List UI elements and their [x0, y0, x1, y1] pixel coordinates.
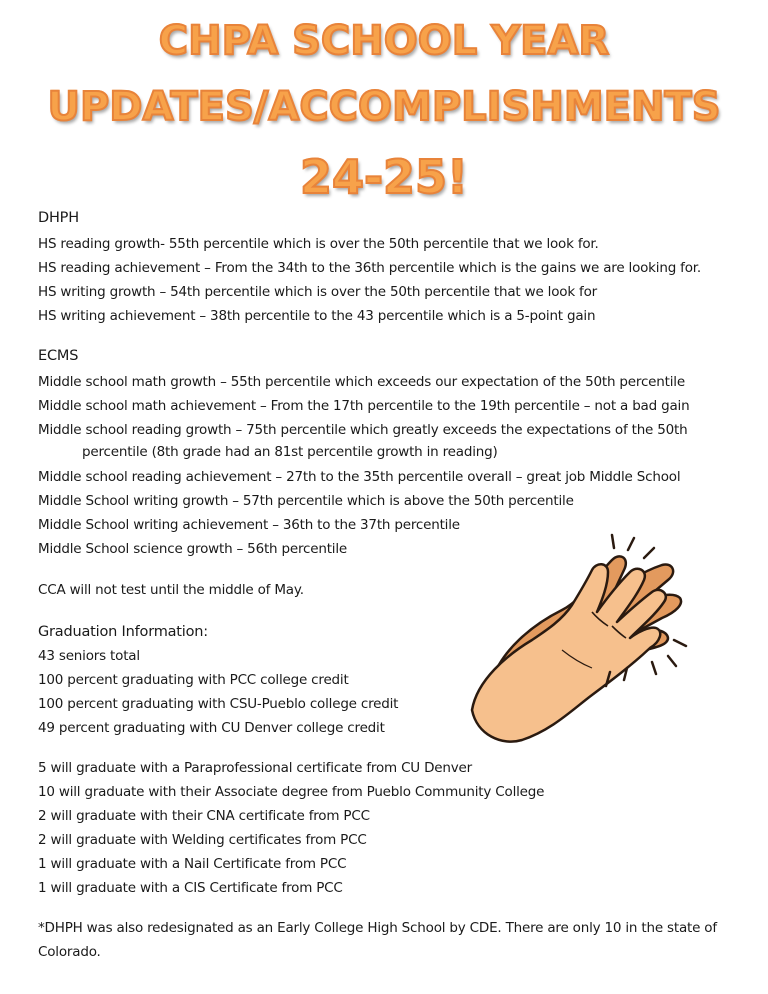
title-line-3: 24-25!	[299, 150, 469, 204]
ecms-item: Middle school math growth – 55th percentile which exceeds our expectation of the 50th percentile	[38, 374, 685, 390]
title-line-2: UPDATES/ACCOMPLISHMENTS	[47, 84, 721, 130]
certificate-item: 2 will graduate with their CNA certificate from PCC	[38, 808, 370, 824]
graduation-heading: Graduation Information:	[38, 624, 208, 640]
footnote-line-1: *DHPH was also redesignated as an Early College High School by CDE. There are only 10 in the state of	[38, 920, 717, 936]
ecms-item-continuation: percentile (8th grade had an 81st percentile growth in reading)	[82, 444, 498, 460]
certificate-item: 1 will graduate with a Nail Certificate from PCC	[38, 856, 347, 872]
footnote-line-2: Colorado.	[38, 944, 101, 960]
graduation-item: 100 percent graduating with CSU-Pueblo college credit	[38, 696, 399, 712]
dhph-heading: DHPH	[38, 210, 79, 226]
ecms-item: Middle School science growth – 56th percentile	[38, 541, 348, 557]
dhph-item: HS reading achievement – From the 34th to the 36th percentile which is the gains we are looking for.	[38, 260, 701, 276]
certificate-item: 10 will graduate with their Associate degree from Pueblo Community College	[38, 784, 545, 800]
dhph-item: HS reading growth- 55th percentile which is over the 50th percentile that we look for.	[38, 236, 599, 252]
clapping-hands-icon	[462, 530, 692, 760]
graduation-item: 43 seniors total	[38, 648, 140, 664]
ecms-heading: ECMS	[38, 348, 79, 364]
ecms-item: Middle school reading achievement – 27th to the 35th percentile overall – great job Middle School	[38, 469, 681, 485]
ecms-item: Middle School writing growth – 57th percentile which is above the 50th percentile	[38, 493, 574, 509]
title-line-1: CHPA SCHOOL YEAR	[158, 18, 610, 64]
cca-note: CCA will not test until the middle of May.	[38, 582, 304, 598]
ecms-item: Middle School writing achievement – 36th to the 37th percentile	[38, 517, 460, 533]
graduation-item: 100 percent graduating with PCC college credit	[38, 672, 349, 688]
certificate-item: 5 will graduate with a Paraprofessional certificate from CU Denver	[38, 760, 472, 776]
dhph-item: HS writing growth – 54th percentile which is over the 50th percentile that we look for	[38, 284, 597, 300]
graduation-item: 49 percent graduating with CU Denver college credit	[38, 720, 385, 736]
ecms-item: Middle school math achievement – From the 17th percentile to the 19th percentile – not a bad gain	[38, 398, 690, 414]
ecms-item: Middle school reading growth – 75th percentile which greatly exceeds the expectations of the 50th	[38, 422, 688, 438]
certificate-item: 2 will graduate with Welding certificates from PCC	[38, 832, 367, 848]
dhph-item: HS writing achievement – 38th percentile to the 43 percentile which is a 5-point gain	[38, 308, 596, 324]
certificate-item: 1 will graduate with a CIS Certificate from PCC	[38, 880, 343, 896]
front-hand	[472, 564, 666, 741]
